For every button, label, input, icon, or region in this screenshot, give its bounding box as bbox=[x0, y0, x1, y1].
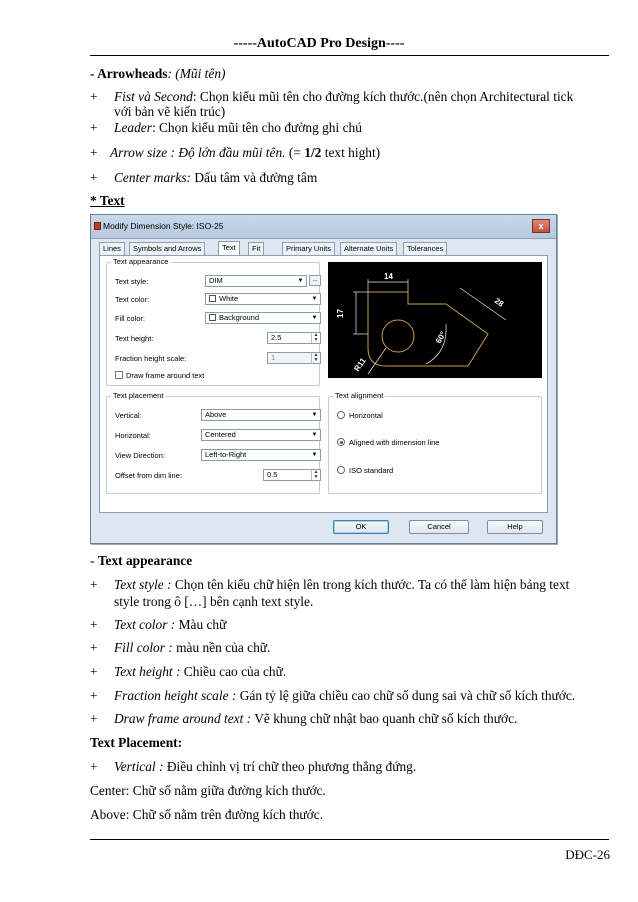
radio-horizontal[interactable] bbox=[337, 411, 345, 419]
dim-text-diag: 28 bbox=[492, 296, 506, 309]
heading-text: Text appearance bbox=[97, 553, 193, 568]
color-swatch bbox=[209, 295, 216, 302]
select-value: Above bbox=[205, 410, 227, 419]
appearance-heading bbox=[90, 553, 610, 569]
radio-iso[interactable] bbox=[337, 466, 345, 474]
appearance-item-4: + Text height : Chiều cao của chữ. bbox=[90, 664, 287, 679]
text-style-browse-button[interactable]: ... bbox=[309, 275, 321, 286]
arrowheads-item-1: + Fist và Second: Chọn kiểu mũi tên cho đường kích thước.(nên chọn Architectural tick bbox=[90, 89, 574, 104]
appearance-item-3: + Fill color : màu nền của chữ. bbox=[90, 640, 271, 655]
radio-horizontal-label: Horizontal bbox=[349, 411, 383, 420]
dialog-titlebar bbox=[91, 215, 556, 239]
item-term: Fraction height scale : bbox=[114, 688, 237, 703]
preview-drawing bbox=[328, 262, 542, 378]
item-text: Gán tỷ lệ giữa chiều cao chữ số dung sai và chữ số kích thước. bbox=[236, 688, 576, 703]
fill-color-select[interactable] bbox=[205, 312, 321, 324]
cancel-button[interactable]: Cancel bbox=[409, 520, 469, 534]
arrowheads-item-2: + Leader: Chọn kiểu mũi tên cho đường ghi chú bbox=[90, 120, 362, 135]
tab-primary-units[interactable]: Primary Units bbox=[282, 242, 335, 255]
item-term: Fill color : bbox=[114, 640, 173, 655]
arrowheads-heading bbox=[90, 66, 610, 82]
vertical-label: Vertical: bbox=[115, 411, 142, 420]
item-text: Điều chỉnh vị trí chữ theo phương thẳng đứng. bbox=[163, 759, 417, 774]
item-text: Dấu tâm và đường tâm bbox=[190, 170, 318, 185]
chevron-down-icon: ▼ bbox=[297, 278, 304, 284]
tab-alternate-units[interactable]: Alternate Units bbox=[340, 242, 397, 255]
radio-aligned[interactable] bbox=[337, 438, 345, 446]
page-number: DĐC-26 bbox=[565, 847, 610, 862]
item-term: Text style : bbox=[114, 577, 172, 592]
draw-frame-label: Draw frame around text bbox=[126, 371, 205, 380]
text-style-label: Text style: bbox=[115, 277, 149, 286]
chevron-down-icon: ▼ bbox=[311, 315, 318, 321]
tab-lines[interactable]: Lines bbox=[99, 242, 125, 255]
text-color-label: Text color: bbox=[115, 295, 150, 304]
select-value: White bbox=[219, 294, 239, 303]
item-term: Vertical : bbox=[114, 759, 164, 774]
item-text: : Chọn kiểu mũi tên cho đường kích thước.(nên chọn Architectural tick bbox=[192, 89, 574, 104]
draw-frame-checkbox[interactable] bbox=[115, 371, 123, 379]
dim-text-radius: R11 bbox=[352, 356, 368, 374]
text-height-label: Text height: bbox=[115, 334, 154, 343]
tab-symbols-arrows[interactable]: Symbols and Arrows bbox=[129, 242, 205, 255]
chevron-down-icon: ▼ bbox=[311, 412, 318, 418]
radio-iso-label: ISO standard bbox=[349, 466, 394, 475]
hole-circle bbox=[382, 320, 414, 352]
fill-color-label: Fill color: bbox=[115, 314, 146, 323]
page-header: -----AutoCAD Pro Design---- bbox=[233, 36, 405, 51]
view-direction-label: View Direction: bbox=[115, 451, 165, 460]
header-rule bbox=[90, 55, 609, 56]
tab-fit[interactable]: Fit bbox=[248, 242, 264, 255]
preview-canvas bbox=[328, 262, 542, 378]
tab-text[interactable]: Text bbox=[218, 241, 240, 255]
appearance-item-1: + Text style : Chọn tên kiểu chữ hiện lên trong kích thước. Ta có thể làm hiện bảng text bbox=[90, 577, 570, 592]
item-text: : Chọn kiểu mũi tên cho đường ghi chú bbox=[151, 120, 362, 135]
item-text: màu nền của chữ. bbox=[172, 640, 271, 655]
item-text: text hight) bbox=[321, 145, 381, 160]
offset-spinner[interactable] bbox=[263, 469, 321, 481]
app-icon bbox=[94, 222, 101, 230]
select-value: DIM bbox=[209, 276, 223, 285]
offset-label: Offset from dim line: bbox=[115, 471, 182, 480]
spinner-arrows-icon[interactable]: ▲ ▼ bbox=[311, 333, 320, 343]
horizontal-select[interactable] bbox=[201, 429, 321, 441]
text-alignment-group bbox=[328, 391, 542, 494]
view-direction-select[interactable] bbox=[201, 449, 321, 461]
text-tab-panel bbox=[99, 255, 548, 513]
group-title: Text appearance bbox=[113, 257, 169, 266]
radius-leader bbox=[368, 348, 386, 374]
horizontal-label: Horizontal: bbox=[115, 431, 151, 440]
color-swatch bbox=[209, 314, 216, 321]
item-text: Chọn tên kiểu chữ hiện lên trong kích thước. Ta có thể làm hiện bảng text bbox=[171, 577, 570, 592]
placement-heading: Text Placement: bbox=[90, 735, 183, 750]
item-text: Vẽ khung chữ nhật bao quanh chữ số kích thước. bbox=[251, 711, 518, 726]
item-text: Chiều cao của chữ. bbox=[180, 664, 287, 679]
radio-aligned-label: Aligned with dimension line bbox=[349, 438, 440, 447]
fraction-height-label: Fraction height scale: bbox=[115, 354, 187, 363]
item-term: Leader bbox=[114, 120, 152, 135]
item-term: Text color : bbox=[114, 617, 176, 632]
fraction-height-spinner[interactable] bbox=[267, 352, 321, 364]
spinner-arrows-icon[interactable]: ▲ ▼ bbox=[311, 470, 320, 480]
text-appearance-group bbox=[106, 257, 320, 386]
text-height-spinner[interactable] bbox=[267, 332, 321, 344]
arrowheads-item-3: + Arrow size : Độ lớn đầu mũi tên. (= 1/2 text hight) bbox=[90, 145, 381, 160]
angle-arc bbox=[426, 324, 446, 364]
dialog-title: Modify Dimension Style: ISO-25 bbox=[103, 221, 224, 231]
placement-center-line: Center: Chữ số nằm giữa đường kích thước. bbox=[90, 783, 326, 798]
arrowheads-title: - Arrowheads bbox=[90, 66, 168, 81]
item-term: Fist và Second bbox=[114, 89, 193, 104]
item-text-pre: (= bbox=[285, 145, 305, 160]
arrowheads-item-4: + Center marks: Dấu tâm và đường tâm bbox=[90, 170, 318, 185]
arrowheads-item-1-cont: với bản vẽ kiến trúc) bbox=[114, 104, 226, 119]
spinner-value: 2.5 bbox=[271, 333, 282, 342]
chevron-down-icon: ▼ bbox=[311, 432, 318, 438]
dim-text-angle: 60° bbox=[433, 330, 448, 345]
item-bold: 1/2 bbox=[304, 145, 322, 160]
heading-prefix: - bbox=[90, 553, 98, 568]
group-title: Text alignment bbox=[335, 391, 384, 400]
text-heading: * Text bbox=[90, 193, 125, 208]
placement-item-1: + Vertical : Điều chỉnh vị trí chữ theo phương thẳng đứng. bbox=[90, 759, 417, 774]
text-placement-group bbox=[106, 391, 320, 494]
group-title: Text placement bbox=[113, 391, 164, 400]
item-text: Màu chữ bbox=[175, 617, 227, 632]
item-term: Center marks: bbox=[114, 170, 191, 185]
dim-text-left: 17 bbox=[336, 309, 345, 318]
dimension-style-dialog bbox=[90, 214, 557, 544]
item-term: Draw frame around text : bbox=[114, 711, 252, 726]
ok-button[interactable]: OK bbox=[333, 520, 389, 534]
close-button[interactable]: x bbox=[532, 219, 550, 233]
select-value: Centered bbox=[205, 430, 236, 439]
text-color-select[interactable] bbox=[205, 293, 321, 305]
chevron-down-icon: ▼ bbox=[311, 296, 318, 302]
spinner-value: 1 bbox=[271, 353, 276, 362]
help-button[interactable]: Help bbox=[487, 520, 543, 534]
appearance-item-5: + Fraction height scale : Gán tỷ lệ giữa chiều cao chữ số dung sai và chữ số kích thước. bbox=[90, 688, 576, 703]
appearance-item-6: + Draw frame around text : Vẽ khung chữ nhật bao quanh chữ số kích thước. bbox=[90, 711, 518, 726]
item-term: Text height : bbox=[114, 664, 181, 679]
placement-above-line: Above: Chữ số nằm trên đường kích thước. bbox=[90, 807, 324, 822]
spinner-arrows-icon[interactable]: ▲ ▼ bbox=[311, 353, 320, 363]
chevron-down-icon: ▼ bbox=[311, 452, 318, 458]
part-outline bbox=[368, 292, 488, 366]
select-value: Background bbox=[219, 313, 260, 322]
tab-tolerances[interactable]: Tolerances bbox=[403, 242, 447, 255]
spinner-value: 0.5 bbox=[267, 470, 278, 479]
appearance-item-2: + Text color : Màu chữ bbox=[90, 617, 227, 632]
select-value: Left-to-Right bbox=[205, 450, 247, 459]
item-term: Arrow size : Độ lớn đầu mũi tên. bbox=[110, 145, 286, 160]
appearance-item-1-cont: style trong ô […] bên cạnh text style. bbox=[114, 594, 314, 609]
footer-rule bbox=[90, 839, 609, 840]
text-style-select[interactable] bbox=[205, 275, 307, 287]
arrowheads-note: : (Mũi tên) bbox=[167, 66, 226, 81]
dim-text-top: 14 bbox=[384, 272, 393, 281]
vertical-select[interactable] bbox=[201, 409, 321, 421]
